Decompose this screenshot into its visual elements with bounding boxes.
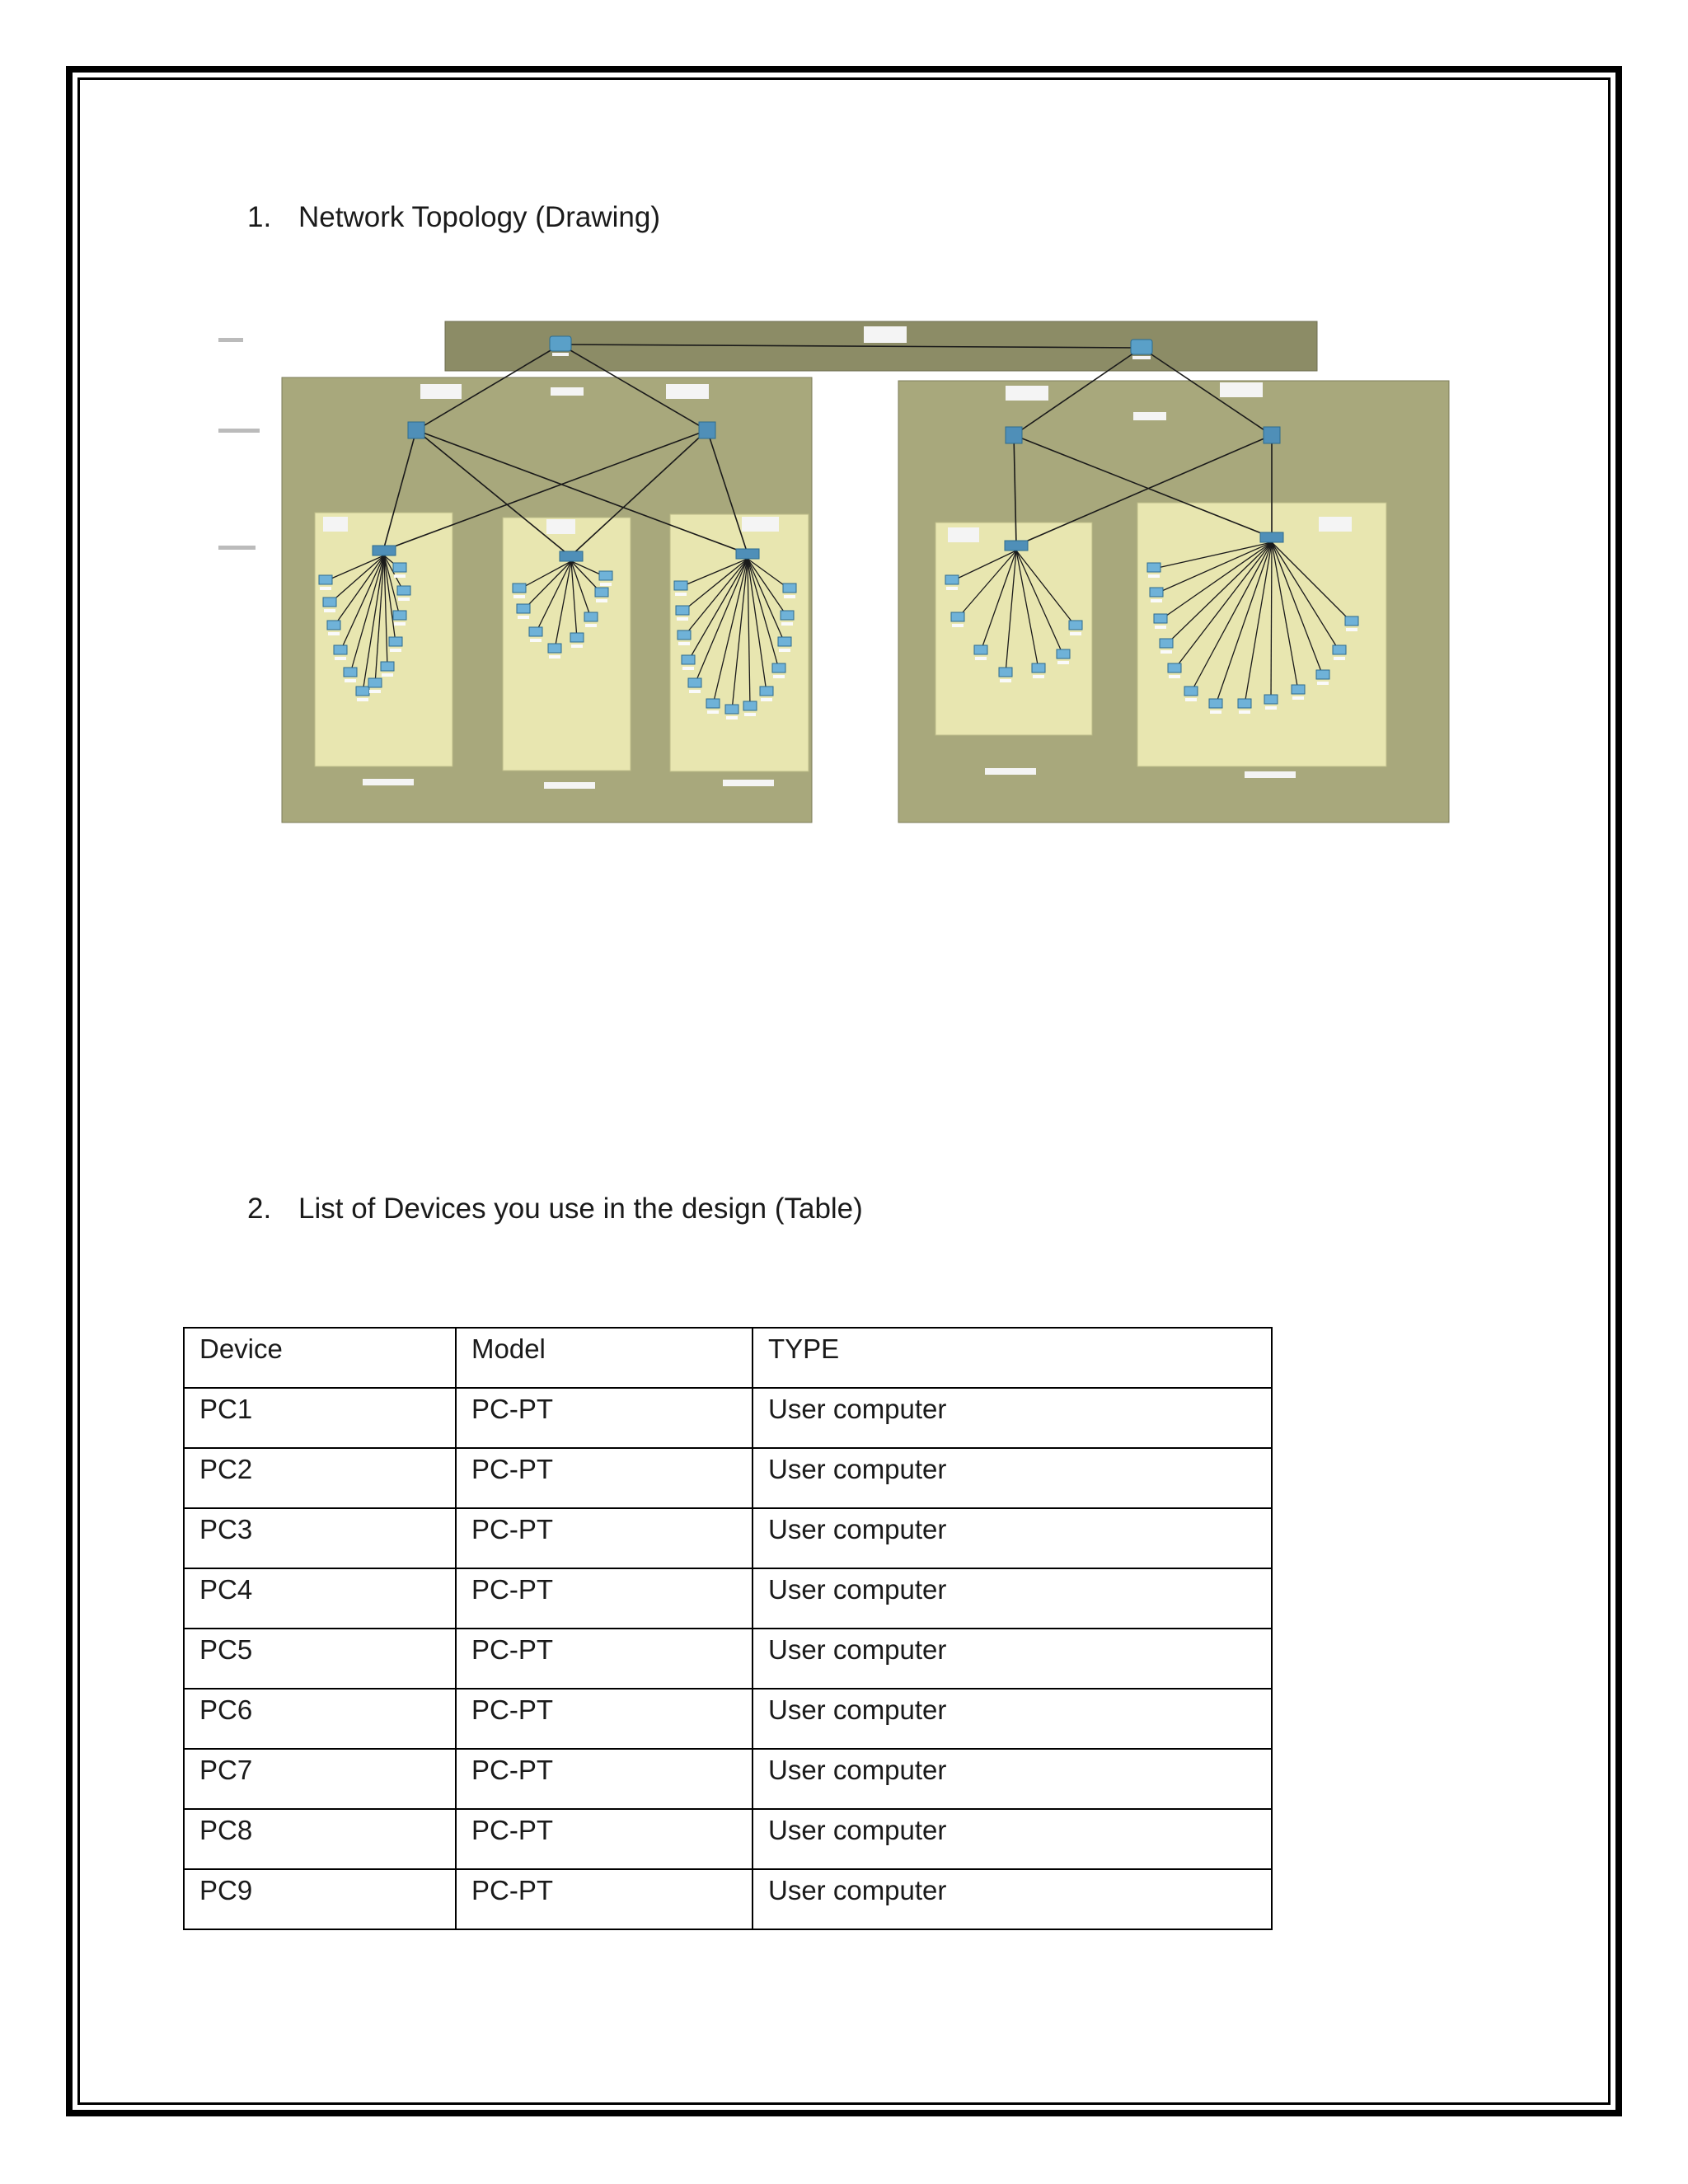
pc-label: [781, 622, 793, 626]
pc-icon: [1333, 645, 1346, 654]
pc-label: [952, 624, 964, 627]
pc-label: [1334, 657, 1345, 660]
pc-label: [1070, 632, 1081, 635]
pc-label: [335, 657, 346, 660]
label-box: [546, 519, 575, 534]
label-box: [948, 527, 979, 542]
header-device: Device: [184, 1328, 456, 1388]
label-box: [985, 768, 1036, 775]
pc-label: [382, 673, 393, 677]
device-cell: PC3: [184, 1508, 456, 1568]
model-cell: PC-PT: [456, 1508, 753, 1568]
pc-icon: [682, 655, 695, 664]
pc-label: [975, 657, 987, 660]
pc-label: [530, 639, 542, 642]
pc-label: [357, 698, 368, 701]
section-1-heading: [247, 201, 660, 234]
pc-icon: [1069, 621, 1082, 630]
pc-icon: [1150, 588, 1163, 597]
pc-label: [1317, 682, 1329, 685]
model-cell: PC-PT: [456, 1689, 753, 1749]
pc-label: [369, 690, 381, 693]
device-cell: PC9: [184, 1869, 456, 1929]
pc-label: [726, 716, 738, 719]
pc-icon: [999, 668, 1012, 677]
type-cell: User computer: [753, 1629, 1272, 1689]
pc-label: [394, 574, 406, 578]
label-box: [544, 782, 595, 789]
pc-icon: [1316, 670, 1329, 679]
device-cell: PC4: [184, 1568, 456, 1629]
table-row: [184, 1508, 1272, 1568]
pc-label: [518, 616, 529, 619]
pc-label: [1239, 710, 1250, 714]
access-switch-icon: [560, 551, 583, 561]
pc-icon: [397, 586, 410, 595]
label-box: [1245, 771, 1296, 778]
distribution-switch-icon: [1264, 427, 1280, 443]
pc-label: [1000, 679, 1011, 682]
pc-label: [707, 710, 719, 714]
table-row: [184, 1809, 1272, 1869]
label-box: [864, 326, 907, 343]
model-cell: PC-PT: [456, 1568, 753, 1629]
pc-icon: [772, 663, 785, 673]
pc-label: [761, 698, 772, 701]
pc-label: [1160, 650, 1172, 654]
section-1-title: Network Topology (Drawing): [298, 201, 660, 233]
pc-icon: [706, 699, 720, 708]
pc-label: [600, 583, 612, 586]
pc-label: [585, 624, 597, 627]
devices-table: [183, 1327, 1273, 1930]
pc-label: [320, 587, 331, 590]
pc-icon: [945, 575, 959, 584]
device-cell: PC1: [184, 1388, 456, 1448]
label-box: [1319, 517, 1352, 532]
access-switch-icon: [373, 546, 396, 555]
pc-icon: [529, 627, 542, 636]
pc-icon: [356, 687, 369, 696]
pc-icon: [1032, 663, 1045, 673]
pc-label: [1151, 599, 1162, 602]
pc-icon: [1160, 639, 1173, 648]
pc-icon: [760, 687, 773, 696]
pc-icon: [1238, 699, 1251, 708]
pc-icon: [570, 633, 584, 642]
pc-icon: [327, 621, 340, 630]
pc-label: [328, 632, 340, 635]
pc-icon: [368, 678, 382, 687]
label-box: [1220, 382, 1263, 397]
model-cell: PC-PT: [456, 1388, 753, 1448]
section-2-heading: [247, 1193, 863, 1226]
pc-icon: [599, 571, 612, 580]
device-cell: PC8: [184, 1809, 456, 1869]
pc-label: [398, 598, 410, 601]
pc-label: [675, 593, 687, 596]
pc-icon: [381, 662, 394, 671]
network-topology-diagram: [190, 305, 1459, 832]
pc-icon: [725, 705, 738, 714]
pc-icon: [513, 583, 526, 593]
access-switch-icon: [736, 549, 759, 559]
type-cell: User computer: [753, 1568, 1272, 1629]
label-box: [1133, 412, 1166, 420]
model-cell: PC-PT: [456, 1869, 753, 1929]
device-cell: PC5: [184, 1629, 456, 1689]
layer-label-distribution: [218, 429, 260, 433]
pc-label: [689, 690, 701, 693]
device-cell: PC7: [184, 1749, 456, 1809]
pc-icon: [1264, 695, 1278, 704]
pc-label: [1185, 698, 1197, 701]
pc-label: [946, 587, 958, 590]
pc-label: [682, 667, 694, 670]
section-2-title: List of Devices you use in the design (Table): [298, 1193, 863, 1225]
label-box: [1006, 386, 1048, 401]
type-cell: User computer: [753, 1689, 1272, 1749]
layer-label-access: [218, 546, 256, 550]
pc-label: [390, 649, 401, 652]
table-row: [184, 1388, 1272, 1448]
access-switch-icon: [1260, 532, 1283, 542]
distribution-switch-icon: [1006, 427, 1022, 443]
table-row: [184, 1749, 1272, 1809]
table-row: [184, 1869, 1272, 1929]
pc-label: [324, 609, 335, 612]
type-cell: User computer: [753, 1809, 1272, 1869]
pc-label: [571, 644, 583, 648]
model-cell: PC-PT: [456, 1448, 753, 1508]
pc-icon: [323, 598, 336, 607]
pc-icon: [676, 606, 689, 615]
pc-label: [744, 713, 756, 716]
pc-icon: [781, 611, 794, 620]
pc-label: [1057, 661, 1069, 664]
pc-icon: [1057, 649, 1070, 658]
model-cell: PC-PT: [456, 1749, 753, 1809]
pc-label: [345, 679, 356, 682]
pc-label: [677, 617, 688, 621]
pc-icon: [974, 645, 987, 654]
pc-label: [784, 595, 795, 598]
layer-label-core: [218, 338, 243, 342]
pc-icon: [389, 637, 402, 646]
pc-icon: [1209, 699, 1222, 708]
model-cell: PC-PT: [456, 1629, 753, 1689]
pc-label: [1292, 696, 1304, 700]
pc-label: [1265, 706, 1277, 710]
section-2-number: 2.: [247, 1193, 272, 1225]
pc-icon: [688, 678, 701, 687]
pc-icon: [951, 612, 964, 621]
device-cell: PC2: [184, 1448, 456, 1508]
pc-icon: [783, 583, 796, 593]
model-cell: PC-PT: [456, 1809, 753, 1869]
table-row: [184, 1448, 1272, 1508]
core-router-right-icon: [1131, 340, 1152, 359]
pc-label: [1210, 710, 1221, 714]
pc-icon: [674, 581, 687, 590]
pc-label: [1148, 574, 1160, 578]
type-cell: User computer: [753, 1388, 1272, 1448]
pc-label: [1346, 628, 1357, 631]
pc-icon: [1292, 685, 1305, 694]
pc-icon: [344, 668, 357, 677]
pc-label: [1155, 626, 1166, 629]
access-switch-icon: [1005, 541, 1028, 551]
pc-label: [779, 649, 790, 652]
label-box: [551, 387, 584, 396]
pc-icon: [517, 604, 530, 613]
pc-label: [1169, 675, 1180, 678]
pc-label: [549, 655, 560, 658]
label-box: [363, 779, 414, 785]
pc-icon: [1147, 563, 1160, 572]
type-cell: User computer: [753, 1508, 1272, 1568]
header-model: Model: [456, 1328, 753, 1388]
pc-icon: [778, 637, 791, 646]
pc-label: [1033, 675, 1044, 678]
pc-icon: [393, 611, 406, 620]
pc-label: [513, 595, 525, 598]
pc-icon: [1154, 614, 1167, 623]
pc-icon: [548, 644, 561, 653]
header-type: TYPE: [753, 1328, 1272, 1388]
table-header-row: [184, 1328, 1272, 1388]
pc-icon: [678, 630, 691, 640]
type-cell: User computer: [753, 1448, 1272, 1508]
pc-label: [678, 642, 690, 645]
pc-label: [596, 599, 607, 602]
pc-icon: [319, 575, 332, 584]
label-box: [420, 384, 462, 399]
pc-icon: [743, 701, 757, 710]
label-box: [323, 517, 348, 532]
section-1-number: 1.: [247, 201, 272, 233]
label-box: [723, 780, 774, 786]
label-box: [742, 517, 779, 532]
pc-icon: [584, 612, 598, 621]
pc-label: [773, 675, 785, 678]
distribution-switch-icon: [408, 422, 424, 438]
table-row: [184, 1689, 1272, 1749]
pc-icon: [595, 588, 608, 597]
type-cell: User computer: [753, 1749, 1272, 1809]
core-router-left-icon: [550, 336, 571, 356]
table-row: [184, 1568, 1272, 1629]
pc-icon: [1184, 687, 1198, 696]
pc-icon: [1168, 663, 1181, 673]
type-cell: User computer: [753, 1869, 1272, 1929]
distribution-switch-icon: [699, 422, 715, 438]
device-cell: PC6: [184, 1689, 456, 1749]
pc-label: [394, 622, 406, 626]
pc-icon: [1345, 616, 1358, 626]
table-row: [184, 1629, 1272, 1689]
pc-icon: [393, 563, 406, 572]
label-box: [666, 384, 709, 399]
pc-icon: [334, 645, 347, 654]
